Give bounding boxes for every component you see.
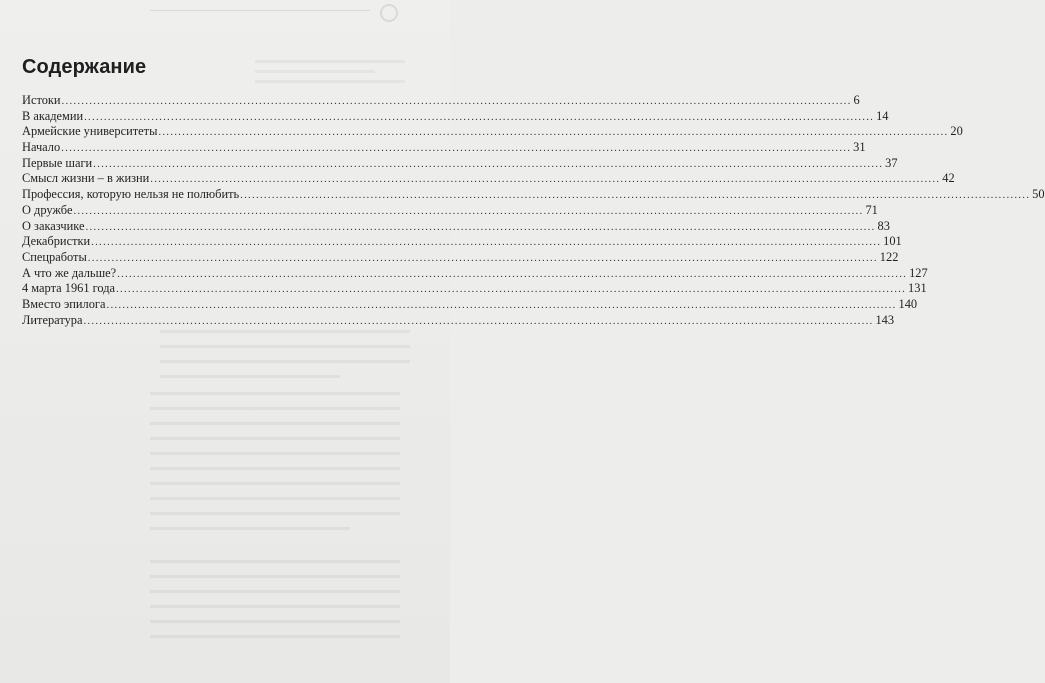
toc-entry-page-number: 143 [875, 312, 895, 327]
toc-entry-page-number: 131 [908, 281, 927, 296]
toc-entry [22, 155, 898, 172]
toc-entry-page-number: 37 [885, 155, 898, 170]
toc-entry-page-number: 83 [877, 218, 890, 233]
toc-dot-leader: ........................................................................................................................................................................................................ [85, 220, 876, 233]
toc-dot-leader: ........................................................................................................................................................................................................ [106, 298, 897, 311]
show-through-text [160, 375, 340, 378]
toc-entry-page-number: 101 [883, 234, 902, 249]
toc-entry-title: Армейские университеты [22, 124, 158, 139]
page-title: Содержание [22, 56, 147, 78]
toc-entry [22, 124, 963, 140]
toc-entry [22, 281, 927, 297]
toc-entry-page-number: 122 [879, 249, 899, 264]
toc-entry-page-number: 71 [865, 202, 878, 217]
toc-entry-page-number: 127 [909, 265, 928, 280]
show-through-text [150, 482, 400, 485]
toc-dot-leader: ........................................................................................................................................................................................................ [117, 267, 908, 280]
toc-entry [22, 265, 928, 282]
show-through-text [150, 407, 400, 410]
toc-entry-title: Спецработы [22, 249, 87, 264]
show-through-text [150, 422, 400, 425]
show-through-text [150, 392, 400, 395]
toc-entry [22, 218, 890, 235]
toc-dot-leader: ........................................................................................................................................................................................................ [83, 314, 874, 327]
show-through-page-marker [380, 4, 398, 22]
show-through-text [150, 497, 400, 500]
toc-entry-title: Смысл жизни – в жизни [22, 171, 150, 186]
toc-dot-leader: ........................................................................................................................................................................................................ [158, 126, 949, 139]
toc-entry-title: Профессия, которую нельзя не полюбить [22, 187, 240, 202]
toc-entry-page-number: 14 [876, 108, 889, 123]
toc-entry [22, 249, 899, 266]
toc-entry-page-number: 6 [853, 93, 860, 107]
toc-entry [22, 234, 902, 250]
toc-dot-leader: ........................................................................................................................................................................................................ [87, 251, 878, 264]
toc-dot-leader: ........................................................................................................................................................................................................ [84, 110, 875, 123]
toc-entry [22, 202, 878, 219]
toc-dot-leader: ........................................................................................................................................................................................................ [91, 236, 882, 249]
toc-entry [22, 312, 895, 329]
show-through-text [160, 360, 410, 363]
show-through-text [150, 605, 400, 608]
show-through-text [150, 527, 350, 530]
toc-dot-leader: ........................................................................................................................................................................................................ [73, 204, 864, 217]
toc-entry-title: О заказчике [22, 218, 85, 233]
show-through-text [150, 635, 400, 638]
show-through-text [150, 620, 400, 623]
show-through-header-rule [150, 10, 370, 21]
show-through-text [150, 575, 400, 578]
toc-dot-leader: ........................................................................................................................................................................................................ [61, 95, 852, 107]
show-through-text [255, 80, 405, 83]
toc-entry-title: В академии [22, 108, 84, 123]
show-through-text [255, 60, 405, 63]
toc-dot-leader: ........................................................................................................................................................................................................ [240, 189, 1031, 202]
toc-entry [22, 187, 1045, 203]
toc-dot-leader: ........................................................................................................................................................................................................ [61, 142, 852, 155]
toc-dot-leader: ........................................................................................................................................................................................................ [116, 283, 907, 296]
toc-entry [22, 171, 955, 187]
toc-entry-title: Декабристки [22, 234, 91, 249]
show-through-text [160, 345, 410, 348]
toc-entry [22, 140, 866, 156]
show-through-text [160, 330, 410, 333]
toc-entry-page-number: 31 [853, 140, 866, 155]
toc-entry [22, 93, 860, 109]
show-through-text [255, 70, 375, 73]
table-of-contents [22, 93, 1045, 328]
show-through-text [150, 560, 400, 563]
show-through-text [150, 437, 400, 440]
show-through-text [150, 590, 400, 593]
toc-entry-title: Литература [22, 312, 83, 327]
toc-entry-title: Вместо эпилога [22, 296, 106, 311]
show-through-text [150, 512, 400, 515]
toc-entry-page-number: 42 [942, 171, 955, 186]
toc-entry-page-number: 140 [898, 296, 918, 311]
toc-dot-leader: ........................................................................................................................................................................................................ [93, 157, 884, 170]
toc-entry-page-number: 20 [950, 124, 963, 139]
toc-entry-title: Истоки [22, 93, 61, 107]
toc-entry-title: 4 марта 1961 года [22, 281, 116, 296]
toc-entry-title: Начало [22, 140, 61, 155]
toc-dot-leader: ........................................................................................................................................................................................................ [150, 173, 941, 186]
toc-entry [22, 108, 889, 125]
show-through-text [150, 452, 400, 455]
toc-entry-title: О дружбе [22, 202, 73, 217]
toc-entry-page-number: 50 [1032, 187, 1045, 202]
show-through-text [150, 467, 400, 470]
toc-entry-title: Первые шаги [22, 155, 93, 170]
toc-entry [22, 296, 918, 313]
toc-entry-title: А что же дальше? [22, 265, 117, 280]
